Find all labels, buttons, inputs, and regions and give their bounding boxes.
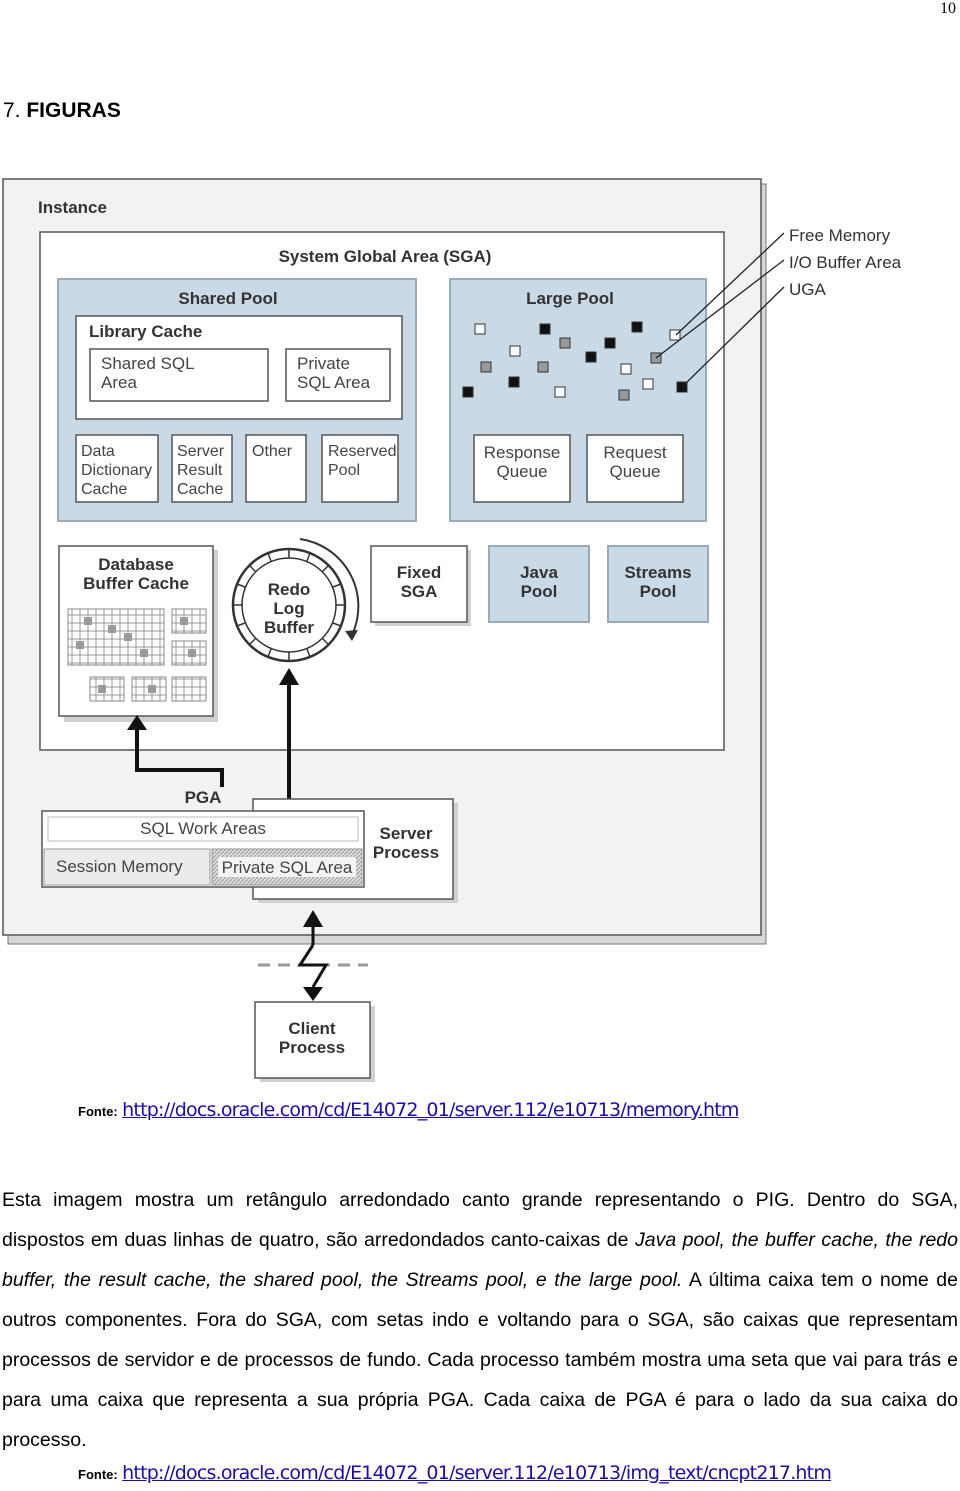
page-number: 10 (940, 0, 956, 17)
free-memory-square (475, 324, 485, 334)
library-private-sql-line2: SQL Area (297, 373, 371, 392)
pga-private-sql-area-label: Private SQL Area (221, 858, 353, 877)
uga-square (509, 377, 519, 387)
src-line2: Result (177, 462, 223, 479)
client-process-line1: Client (288, 1019, 336, 1038)
shared-sql-area-line2: Area (101, 373, 137, 392)
source-link-2[interactable]: http://docs.oracle.com/cd/E14072_01/server.112/e10713/img_text/cncpt217.htm (122, 1462, 832, 1484)
paragraph-italic: Java pool, the buffer cache, the redo buffer, the result cache, the shared pool, the Streams pool, e the large pool. (2, 1229, 958, 1291)
io-buffer-square (560, 338, 570, 348)
redo-line3: Buffer (263, 618, 315, 637)
io-buffer-square (619, 390, 629, 400)
ddc-line3: Cache (81, 481, 128, 498)
sga-label: System Global Area (SGA) (278, 247, 492, 266)
section-title: FIGURAS (26, 99, 121, 122)
uga-square (586, 352, 596, 362)
free-memory-square (555, 387, 565, 397)
src-line3: Cache (177, 481, 224, 498)
source-label: Fonte: (78, 1467, 118, 1482)
uga-square (463, 387, 473, 397)
paragraph-text-1: Esta imagem mostra um retângulo arredondado canto grande representando o PIG. Dentro do SGA, dispostos em duas linhas de quatro, são arredondados canto-caixas de (2, 1189, 958, 1251)
other-label: Other (252, 443, 293, 460)
source-line-1 (78, 1099, 739, 1121)
ddc-line2: Dictionary (81, 462, 153, 479)
pga-label: PGA (184, 788, 222, 807)
io-buffer-square (538, 362, 548, 372)
request-queue-line1: Request (603, 443, 667, 462)
legend-free-memory: Free Memory (789, 226, 891, 245)
redo-line2: Log (273, 599, 305, 618)
oracle-memory-diagram (0, 175, 960, 1090)
dbc-line1: Database (98, 555, 174, 574)
paragraph-text-2: A última caixa tem o nome de outros componentes. Fora do SGA, com setas indo e voltando para o SGA, são caixas que representam processos de servidor e de processos de fundo. Cada processo também mostra uma seta que vai para trás e para uma caixa que representa a sua própria PGA. Cada caixa de PGA é para o lado da sua caixa do processo. (2, 1269, 958, 1451)
source-link-1[interactable]: http://docs.oracle.com/cd/E14072_01/server.112/e10713/memory.htm (122, 1099, 739, 1121)
legend-uga: UGA (789, 280, 826, 299)
reserved-pool-line2: Pool (328, 462, 361, 479)
uga-square (540, 324, 550, 334)
uga-square (632, 322, 642, 332)
java-pool-line2: Pool (520, 582, 558, 601)
buffer-grid-small (90, 677, 124, 701)
uga-square (605, 338, 615, 348)
source-label: Fonte: (78, 1104, 118, 1119)
source-line-2 (78, 1462, 831, 1484)
description-paragraph (2, 1180, 958, 1460)
response-queue-line1: Response (483, 443, 561, 462)
reserved-pool-line1: Reserved (328, 443, 397, 460)
src-line1: Server (177, 443, 225, 460)
free-memory-square (510, 346, 520, 356)
library-private-sql-line1: Private (297, 354, 350, 373)
java-pool-line1: Java (520, 563, 558, 582)
streams-pool-line1: Streams (624, 563, 692, 582)
client-process-line2: Process (278, 1038, 346, 1057)
dbc-line2: Buffer Cache (83, 574, 189, 593)
ddc-line1: Data (81, 443, 115, 460)
server-process-line1: Server (379, 824, 433, 843)
instance-label: Instance (38, 198, 107, 217)
request-queue-line2: Queue (609, 462, 661, 481)
buffer-grid-small (172, 609, 206, 633)
streams-pool-line2: Pool (639, 582, 677, 601)
free-memory-square (670, 330, 680, 340)
fixed-sga-line1: Fixed (396, 563, 442, 582)
free-memory-square (643, 379, 653, 389)
free-memory-square (621, 364, 631, 374)
fixed-sga-line2: SGA (400, 582, 438, 601)
legend-io-buffer-area: I/O Buffer Area (789, 253, 902, 272)
io-buffer-square (481, 362, 491, 372)
sql-work-areas-label: SQL Work Areas (140, 819, 266, 838)
response-queue-line2: Queue (496, 462, 548, 481)
session-memory-label: Session Memory (56, 857, 183, 876)
shared-sql-area-line1: Shared SQL (101, 354, 195, 373)
buffer-grid-main (68, 609, 164, 665)
section-heading (3, 99, 121, 123)
library-cache-label: Library Cache (89, 322, 203, 341)
shared-pool-label: Shared Pool (178, 289, 278, 308)
large-pool-label: Large Pool (526, 289, 614, 308)
section-number: 7. (3, 99, 21, 122)
redo-line1: Redo (267, 580, 311, 599)
buffer-grid-small (172, 677, 206, 701)
server-process-line2: Process (372, 843, 440, 862)
